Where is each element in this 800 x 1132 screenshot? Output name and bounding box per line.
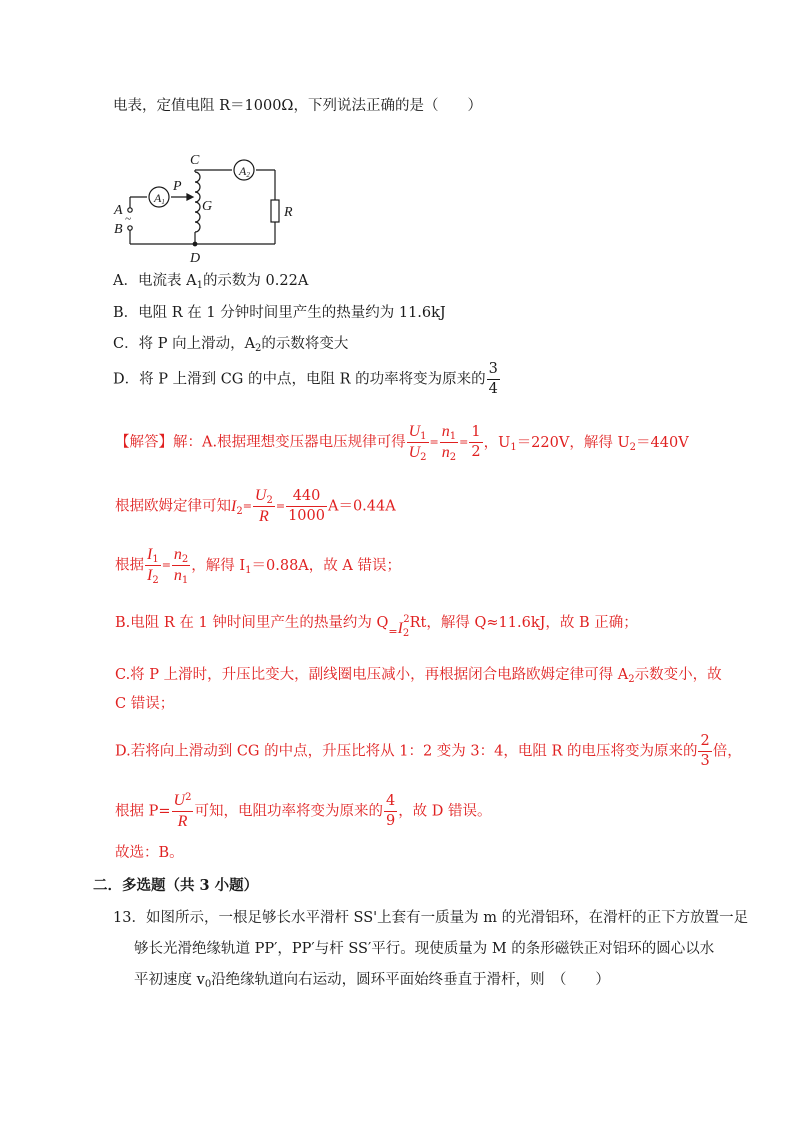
slider-p-arrow — [187, 194, 193, 200]
fraction-i1-i2: $\frac{I_1}{I_2}$ — [147, 546, 159, 586]
ammeter-a2-label: A2 — [239, 164, 250, 179]
coil-g — [195, 172, 200, 232]
q13-line-3: 平初速度 $v_0$沿绝缘轨道向右运动，圆环平面始终垂直于滑杆，则 （ ） — [134, 972, 610, 990]
solution-line-8: 根据 P= $\frac{U^2}{R}$ 可知，电阻功率将变为原来的 $\frac{4}{9}$ ，故 D 错误。 — [115, 792, 492, 830]
node-d — [193, 242, 197, 246]
option-b: B．电阻 R 在 1 分钟时间里产生的热量约为 11.6kJ — [113, 305, 446, 321]
terminal-a — [128, 208, 132, 212]
fraction-1-2: $\frac{1}{2}$ — [471, 424, 481, 460]
label-g: G — [202, 199, 213, 214]
label-b: B — [114, 222, 123, 237]
section-title: 二．多选题（共 3 小题） — [93, 877, 259, 894]
resistor-r — [271, 200, 279, 222]
solution-line-2: 根据欧姆定律可知$I_2=$ $\frac{U_2}{R}$ = $\frac{440}{1000}$ A＝0.44A — [115, 487, 396, 525]
solution-line-4: B.电阻 R 在 1 钟时间里产生的热量约为 $Q_=I_2^2Rt$，解得 Q≈11.6kJ，故 B 正确； — [115, 614, 638, 639]
q13-line-2: 够长光滑绝缘轨道 PP′，PP′与杆 SS′平行。现使质量为 M 的条形磁铁正对铝环的圆心以水 — [134, 941, 715, 957]
fraction-u1-u2: $\frac{U_1}{U_2}$ — [408, 423, 427, 463]
fraction-n1-n2: $\frac{n_1}{n_2}$ — [441, 423, 457, 463]
solution-line-1: 【解答】解：A.根据理想变压器电压规律可得 $\frac{U_1}{U_2}$ = $\frac{n_1}{n_2}$ = $\frac{1}{2}$ ，$U_1=220V$，解得 $U_2=440V$ — [115, 423, 689, 463]
fraction-4-9: $\frac{4}{9}$ — [385, 793, 396, 829]
fraction-2-3: $\frac{2}{3}$ — [700, 733, 710, 769]
terminal-b — [128, 226, 132, 230]
fraction-u2sq-r: $\frac{U^2}{R}$ — [173, 792, 192, 830]
solution-line-6: C 错误； — [115, 696, 175, 712]
label-tilde: ~ — [125, 213, 131, 225]
label-a: A — [114, 203, 123, 218]
solution-line-5: C.将 P 上滑时，升压比变大，副线圈电压减小，再根据闭合电路欧姆定律可得 $A_2$示数变小，故 — [115, 667, 722, 685]
solution-line-3: 根据 $\frac{I_1}{I_2}$ = $\frac{n_2}{n_1}$ ，解得 $I_1=0.88A$，故 A 错误； — [115, 546, 401, 586]
fraction-3-4: $\frac{3}{4}$ — [488, 361, 498, 397]
ammeter-a1-label: A1 — [154, 191, 165, 206]
label-r: R — [284, 205, 293, 220]
option-a: A．电流表 $A_1$的示数为 0.22A — [113, 273, 309, 291]
fraction-n2-n1: $\frac{n_2}{n_1}$ — [173, 546, 189, 586]
option-d: D．将 P 上滑到 CG 的中点，电阻 R 的功率将变为原来的 $\frac{3}{4}$ — [113, 361, 498, 397]
circuit-diagram — [110, 152, 330, 272]
label-d: D — [190, 251, 201, 266]
q13-line-1: 13．如图所示，一根足够长水平滑杆 SS'上套有一质量为 m 的光滑铝环，在滑杆的正下方放置一足 — [113, 910, 749, 926]
fraction-440-1000: $\frac{440}{1000}$ — [288, 488, 325, 524]
fraction-u2-r: $\frac{U_2}{R}$ — [254, 487, 273, 525]
label-c: C — [190, 153, 200, 168]
solution-line-9: 故选：B。 — [115, 845, 184, 861]
question-intro: 电表，定值电阻 R＝1000Ω，下列说法正确的是（ ） — [113, 98, 482, 114]
label-p: P — [173, 179, 182, 194]
option-c: C．将 P 向上滑动，$A_2$的示数将变大 — [113, 336, 349, 354]
solution-line-7: D.若将向上滑动到 CG 的中点，升压比将从 1：2 变为 3：4，电阻 R 的电压将变为原来的 $\frac{2}{3}$ 倍， — [115, 733, 742, 769]
